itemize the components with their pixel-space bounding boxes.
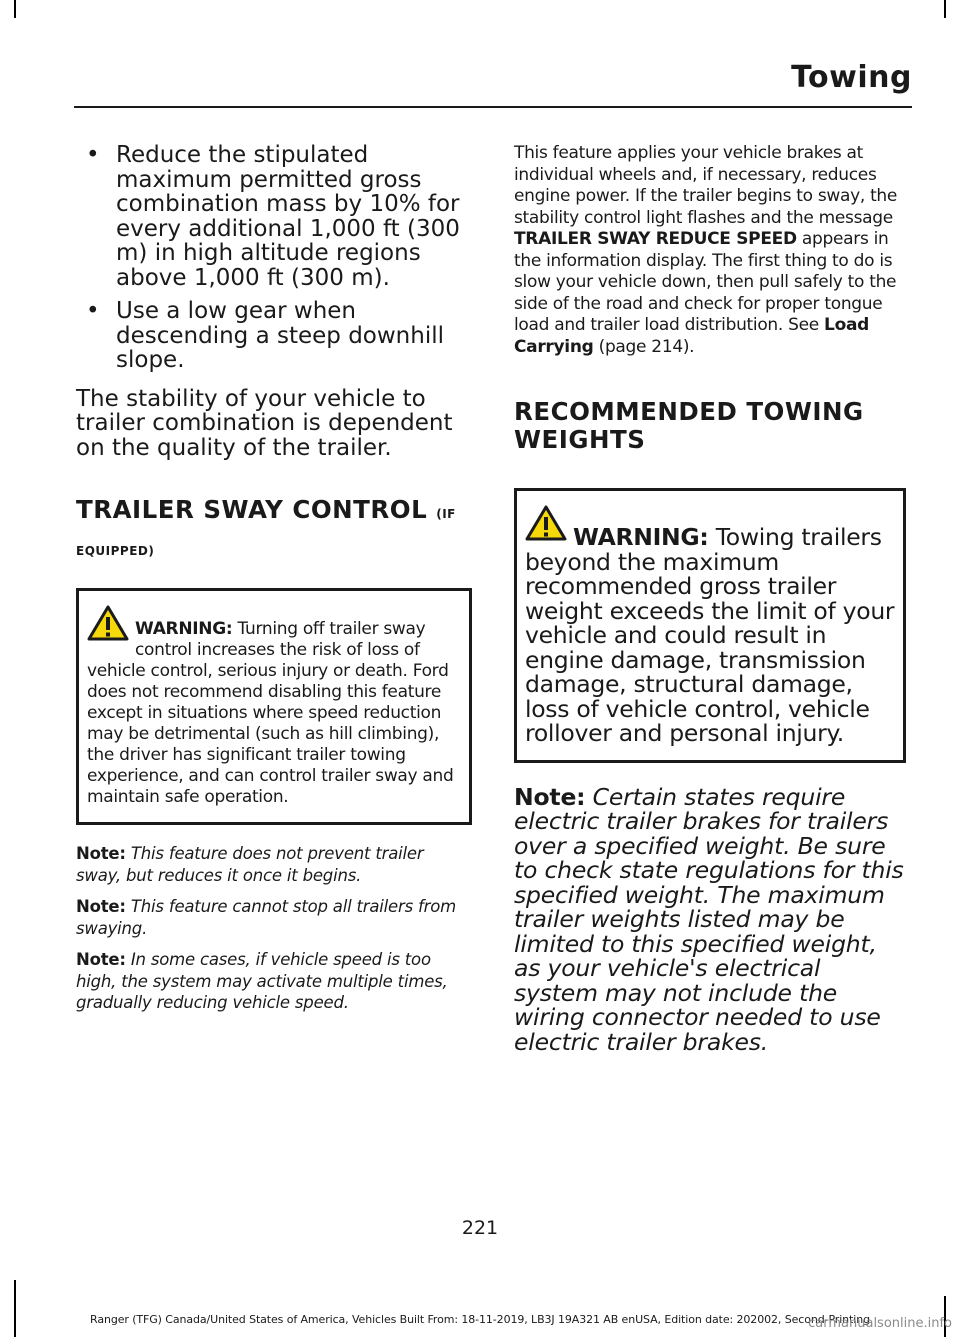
note-item: [76, 896, 472, 939]
heading-equipped: EQUIPPED): [76, 544, 155, 558]
bullet-item: [76, 143, 472, 290]
bullet-text: Reduce the stipulated maximum permitted gross combination mass by 10% for every additional 1,000 ft (300 m) in high altitude regions above 1,000 ft (300 m).: [116, 142, 460, 291]
warning-text: Towing trailers beyond the maximum recommended gross trailer weight exceeds the limit of your vehicle and could result in engine damage, transmission damage, structural damage, loss of vehicle control, vehicle rollover and personal injury.: [525, 523, 895, 747]
section-heading-trailer-sway: [76, 496, 472, 558]
sway-description-paragraph: [514, 143, 906, 358]
page-header-title: Towing: [791, 60, 912, 95]
heading-line: RECOMMENDED TOWING: [514, 397, 864, 426]
stability-paragraph: The stability of your vehicle to trailer combination is dependent on the quality of the trailer.: [76, 385, 453, 461]
watermark: carmanualsonline.info: [808, 1316, 952, 1331]
section-heading-towing-weights: [514, 398, 906, 454]
page-reference: (page 214).: [598, 336, 695, 357]
note-label: Note:: [76, 897, 126, 916]
header-divider: [74, 106, 912, 108]
warning-label: WARNING:: [573, 523, 709, 551]
bullet-item: [76, 299, 472, 373]
note-text: Certain states require electric trailer brakes for trailers over a specified weight. Be sure to check state regulations for this specified weight. The maximum trailer weights listed may be limited to this specified weight, as your vehicle's electrical system may not include the wiring connector needed to use electric trailer brakes.: [514, 782, 904, 1056]
warning-box: [76, 588, 472, 825]
warning-text: Turning off trailer sway control increases the risk of loss of vehicle control, serious injury or death. Ford does not recommend disabling this feature except in situations where speed reduction may be detrimental (such as hill climbing), the driver has significant trailer towing experience, and can control trailer sway and maintain safe operation.: [87, 619, 454, 807]
warning-triangle-icon: [525, 505, 567, 545]
paragraph-text: This feature applies your vehicle brakes at individual wheels and, if necessary, reduces engine power. If the trailer begins to sway, the stability control light flashes and the message: [514, 143, 898, 228]
page-number: 221: [461, 1217, 499, 1239]
note-item: [76, 949, 472, 1014]
load-carrying-link[interactable]: Load Carrying: [514, 315, 869, 357]
note-label: Note:: [76, 844, 126, 863]
warning-triangle-icon: [87, 605, 129, 645]
note-text: This feature does not prevent trailer sway, but reduces it once it begins.: [76, 844, 424, 885]
note-label: Note:: [76, 950, 126, 969]
message-text: TRAILER SWAY REDUCE SPEED: [514, 229, 797, 249]
crop-mark-top-left: [14, 0, 16, 18]
warning-box: [514, 488, 906, 763]
note-item: [514, 782, 906, 1056]
right-column: [514, 143, 906, 1054]
heading-line: WEIGHTS: [514, 425, 646, 454]
page-footer: Ranger (TFG) Canada/United States of America, Vehicles Built From: 18-11-2019, LB3J 19A321 AB enUSA, Edition date: 202002, Second-Printing: [90, 1313, 870, 1326]
left-column: [76, 143, 472, 1024]
paragraph-text: appears in the information display. The first thing to do is slow your vehicle down, then pull safely to the side of the road and check for proper tongue load and trailer load distribution. See: [514, 229, 897, 335]
note-label: Note:: [514, 782, 586, 811]
bullet-list: [76, 143, 472, 373]
notes-list: [76, 843, 472, 1014]
bullet-text: Use a low gear when descending a steep downhill slope.: [116, 298, 445, 373]
crop-mark-top-right: [944, 0, 946, 18]
bullet-marker: •: [86, 142, 100, 168]
crop-mark-bottom-left: [14, 1280, 16, 1337]
note-text: In some cases, if vehicle speed is too high, the system may activate multiple times, gradually reducing vehicle speed.: [76, 950, 448, 1012]
heading-if: (IF: [436, 507, 456, 521]
note-item: [76, 843, 472, 886]
note-text: This feature cannot stop all trailers from swaying.: [76, 897, 456, 938]
warning-label: WARNING:: [135, 619, 233, 639]
heading-text: TRAILER SWAY CONTROL: [76, 495, 428, 524]
bullet-marker: •: [86, 298, 100, 324]
